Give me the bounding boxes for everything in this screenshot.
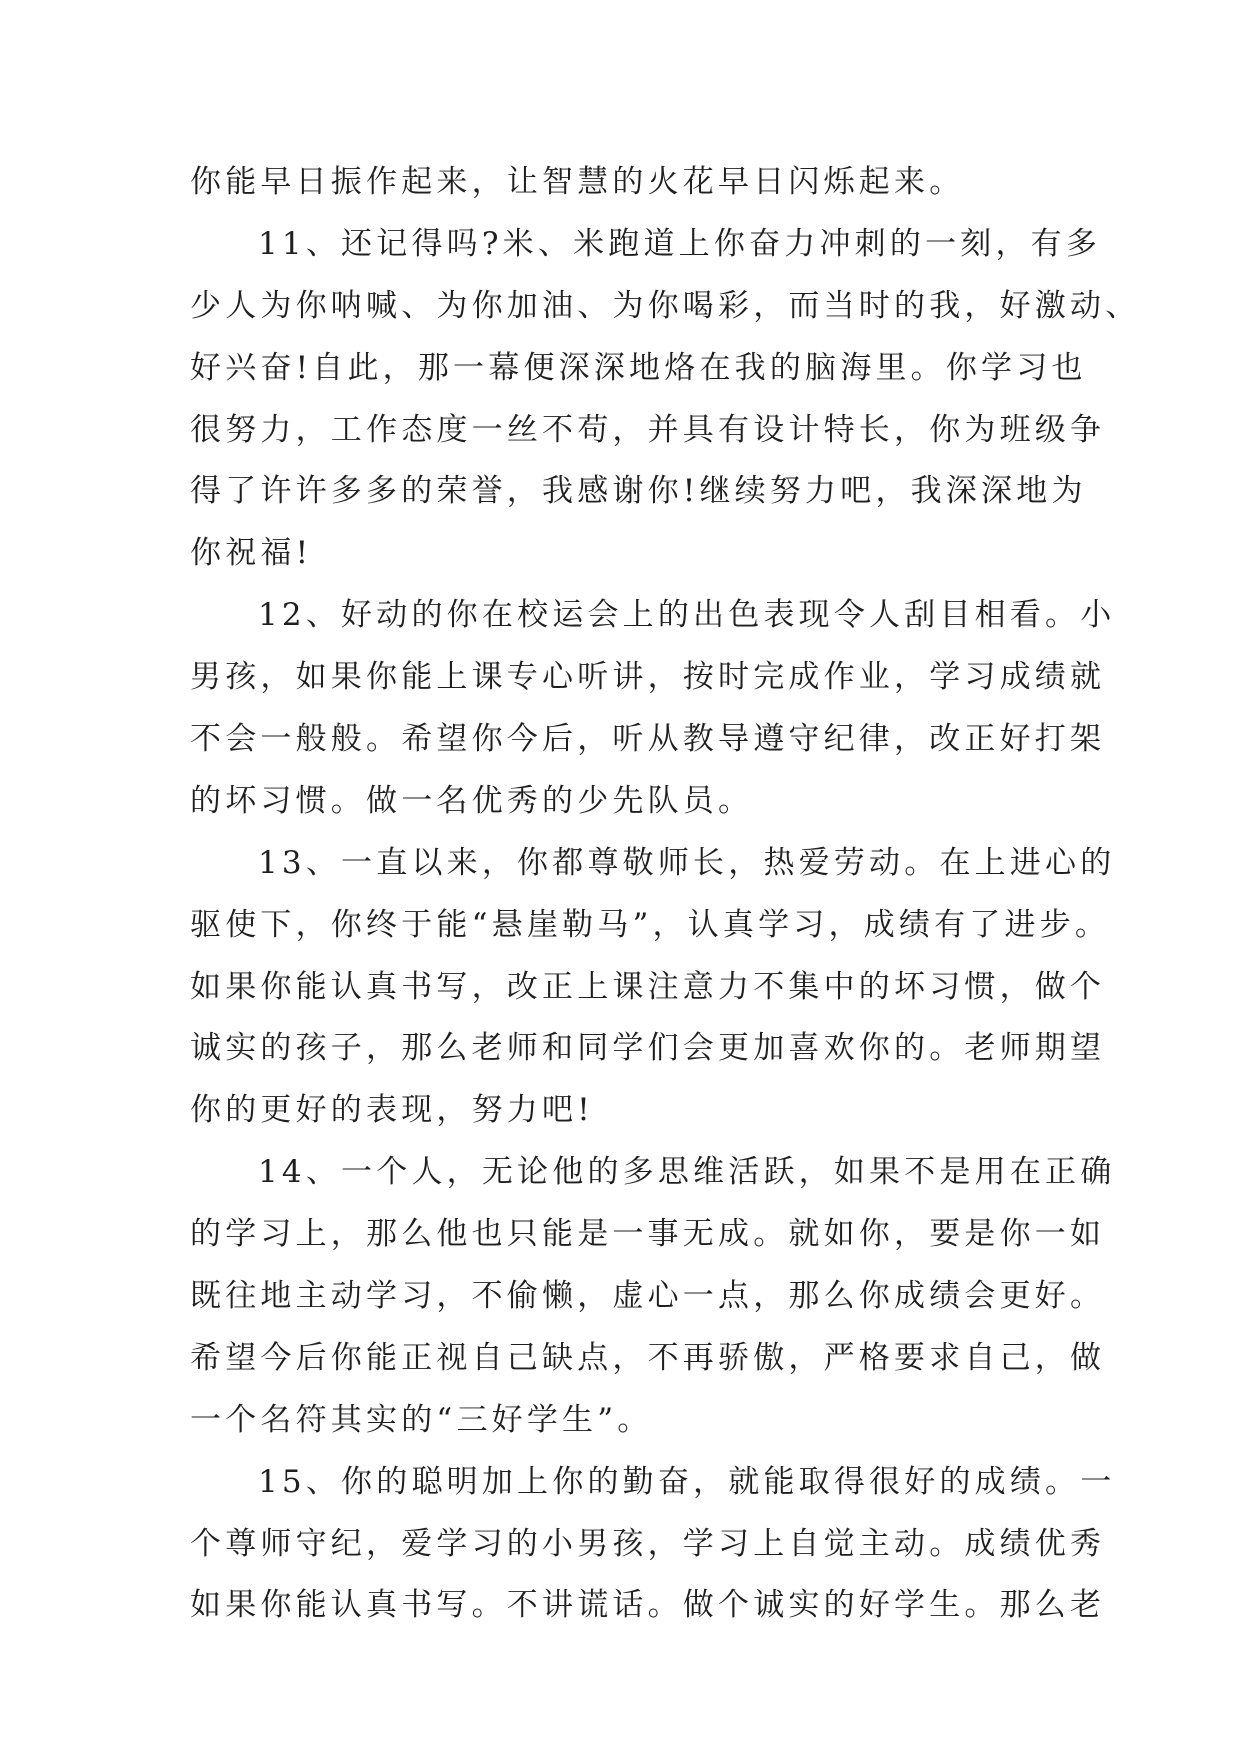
text-line: 驱使下，你终于能“悬崖勒马”，认真学习，成绩有了进步。 xyxy=(190,906,1111,943)
text-line: 少人为你呐喊、为你加油、为你喝彩，而当时的我，好激动、 xyxy=(190,287,1141,324)
paragraph-first-line: 12、好动的你在校运会上的出色表现令人刮目相看。小 xyxy=(258,597,1116,634)
text-line: 的坏习惯。做一名优秀的少先队员。 xyxy=(190,782,754,819)
paragraph-first-line: 13、一直以来，你都尊敬师长，热爱劳动。在上进心的 xyxy=(258,844,1116,881)
text-line: 希望今后你能正视自己缺点，不再骄傲，严格要求自己，做 xyxy=(190,1339,1106,1376)
text-line: 一个名符其实的“三好学生”。 xyxy=(190,1401,653,1438)
text-line: 个尊师守纪，爱学习的小男孩，学习上自觉主动。成绩优秀 xyxy=(190,1525,1106,1562)
text-line: 如果你能认真书写，改正上课注意力不集中的坏习惯，做个 xyxy=(190,968,1106,1005)
paragraph-first-line: 14、一个人，无论他的多思维活跃，如果不是用在正确 xyxy=(258,1154,1116,1191)
paragraph-first-line: 11、还记得吗?米、米跑道上你奋力冲刺的一刻，有多 xyxy=(258,225,1102,262)
text-line: 你能早日振作起来，让智慧的火花早日闪烁起来。 xyxy=(190,164,965,200)
paragraph-first-line: 15、你的聪明加上你的勤奋，就能取得很好的成绩。一 xyxy=(258,1463,1116,1500)
text-line: 的学习上，那么他也只能是一事无成。就如你，要是你一如 xyxy=(190,1216,1106,1253)
document-body xyxy=(190,152,1141,1637)
text-line: 你的更好的表现，努力吧! xyxy=(190,1092,594,1129)
text-line: 既往地主动学习，不偷懒，虚心一点，那么你成绩会更好。 xyxy=(190,1278,1106,1315)
text-line: 不会一般般。希望你今后，听从教导遵守纪律，改正好打架 xyxy=(190,721,1106,758)
text-line: 很努力，工作态度一丝不苟，并具有设计特长，你为班级争 xyxy=(190,411,1106,448)
text-line: 如果你能认真书写。不讲谎话。做个诚实的好学生。那么老 xyxy=(190,1587,1106,1624)
text-line: 好兴奋!自此，那一幕便深深地烙在我的脑海里。你学习也 xyxy=(190,349,1087,386)
text-line: 得了许许多多的荣誉，我感谢你!继续努力吧，我深深地为 xyxy=(190,473,1087,510)
text-line: 男孩，如果你能上课专心听讲，按时完成作业，学习成绩就 xyxy=(190,659,1106,696)
text-line: 诚实的孩子，那么老师和同学们会更加喜欢你的。老师期望 xyxy=(190,1030,1106,1067)
text-line: 你祝福! xyxy=(190,535,313,572)
